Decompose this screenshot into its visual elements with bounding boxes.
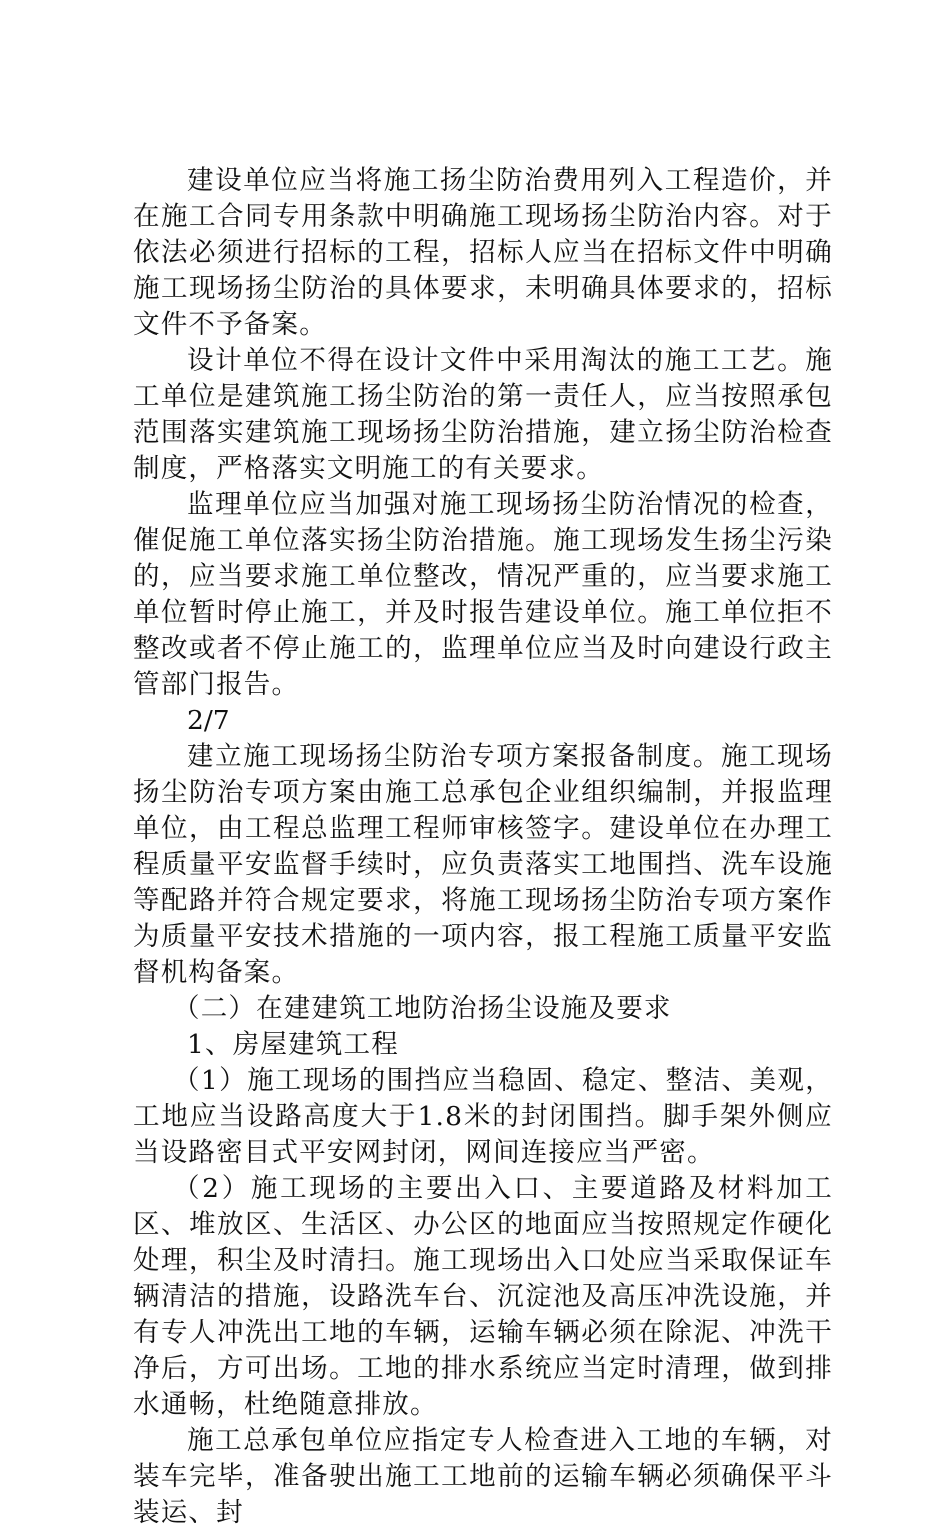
paragraph-vehicle-inspection: 施工总承包单位应指定专人检查进入工地的车辆，对装车完毕，准备驶出施工工地前的运输车辆必须确保平斗装运、封 [133,1425,833,1528]
section-heading: （二）在建建筑工地防治扬尘设施及要求 [173,993,672,1024]
paragraph-item-2: （2）施工现场的主要出入口、主要道路及材料加工区、堆放区、生活区、办公区的地面应当按照规定作硬化处理，积尘及时清扫。施工现场出入口处应当采取保证车辆清洁的措施，设路洗车台、沉淀池及高压冲洗设施，并有专人冲洗出工地的车辆，运输车辆必须在除泥、冲洗干净后，方可出场。工地的排水系统应当定时清理，做到排水通畅，杜绝随意排放。 [133,1173,833,1420]
subsection-heading: 1、房屋建筑工程 [187,1029,399,1060]
paragraph-special-plan: 建立施工现场扬尘防治专项方案报备制度。施工现场扬尘防治专项方案由施工总承包企业组织编制，并报监理单位，由工程总监理工程师审核签字。建设单位在办理工程质量平安监督手续时，应负责落实工地围挡、洗车设施等配路并符合规定要求，将施工现场扬尘防治专项方案作为质量平安技术措施的一项内容，报工程施工质量平安监督机构备案。 [133,741,833,988]
paragraph-construction-unit: 建设单位应当将施工扬尘防治费用列入工程造价，并在施工合同专用条款中明确施工现场扬尘防治内容。对于依法必须进行招标的工程，招标人应当在招标文件中明确施工现场扬尘防治的具体要求，未明确具体要求的，招标文件不予备案。 [133,165,833,340]
document-body [133,163,833,1531]
paragraph-design-unit: 设计单位不得在设计文件中采用淘汰的施工工艺。施工单位是建筑施工扬尘防治的第一责任人，应当按照承包范围落实建筑施工现场扬尘防治措施，建立扬尘防治检查制度，严格落实文明施工的有关要求。 [133,345,833,484]
paragraph-item-1: （1）施工现场的围挡应当稳固、稳定、整洁、美观，工地应当设路高度大于1.8米的封闭围挡。脚手架外侧应当设路密目式平安网封闭，网间连接应当严密。 [133,1065,833,1168]
paragraph-supervision-unit: 监理单位应当加强对施工现场扬尘防治情况的检查，催促施工单位落实扬尘防治措施。施工现场发生扬尘污染的，应当要求施工单位整改，情况严重的，应当要求施工单位暂时停止施工，并及时报告建设单位。施工单位拒不整改或者不停止施工的，监理单位应当及时向建设行政主管部门报告。 [133,489,833,700]
page-number: 2/7 [187,705,230,736]
